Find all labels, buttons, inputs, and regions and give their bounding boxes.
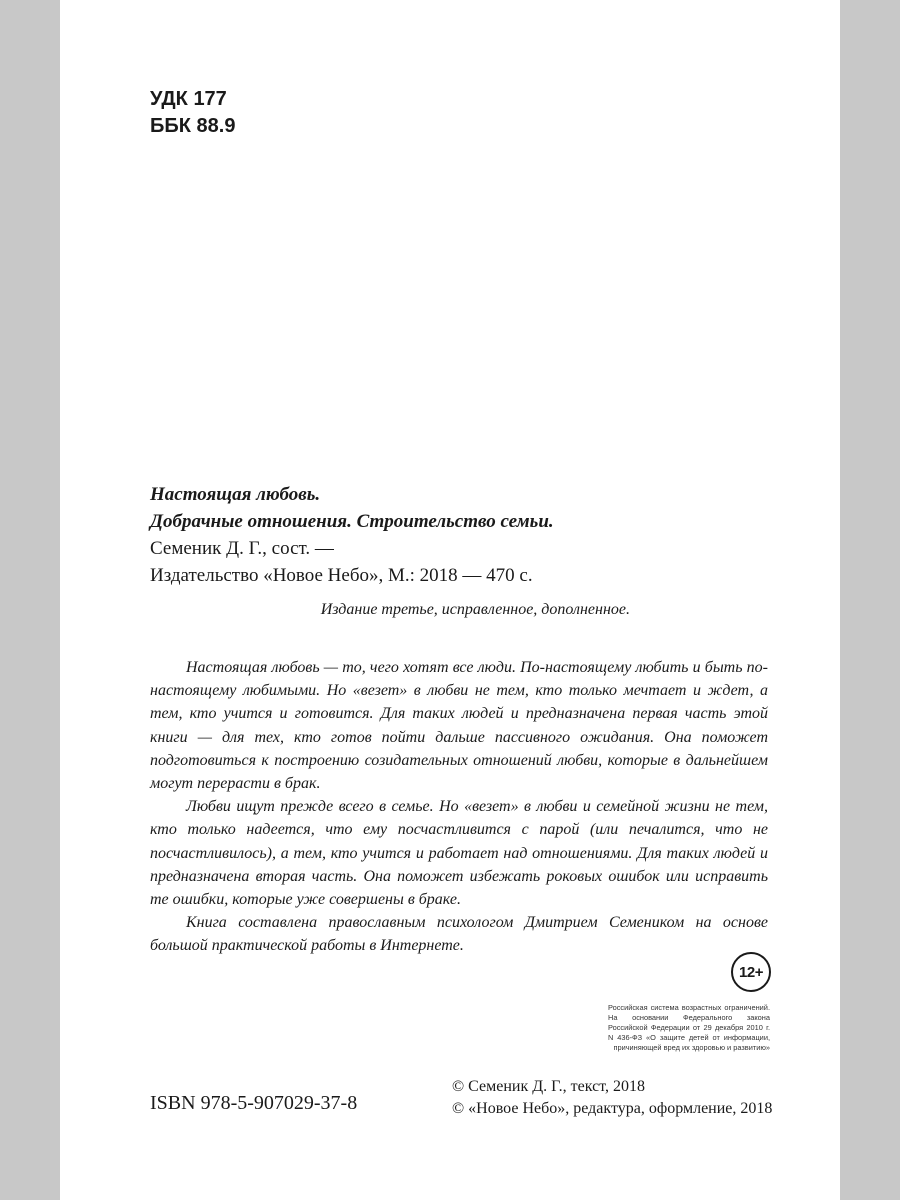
- age-rating-label: 12+: [739, 963, 763, 981]
- edition-note: Издание третье, исправленное, дополненное.: [320, 601, 630, 618]
- book-page: [60, 0, 840, 1200]
- annotation-paragraph: Книга составлена православным психологом Дмитрием Семеником на основе большой практической работы в Интернете.: [150, 914, 768, 955]
- bibliographic-record: [150, 481, 770, 589]
- book-title: Настоящая любовь.: [150, 484, 321, 505]
- book-subtitle: Добрачные отношения. Строительство семьи.: [150, 511, 554, 532]
- age-rating-badge-icon: [731, 952, 771, 992]
- copyright-block: [452, 1076, 772, 1120]
- annotation-paragraph: Любви ищут прежде всего в семье. Но «везет» в любви и семейной жизни не тем, кто только надеется, что ему посчастливится с парой (или печалится, что не посчастливилось), а тем, кто учится и работает над отношениями. Для таких людей и предназначена вторая часть. Она поможет избежать роковых ошибок или исправить те ошибки, которые уже совершены в браке.: [150, 798, 768, 909]
- book-publisher: Издательство «Новое Небо», М.: 2018 — 470 с.: [150, 565, 533, 586]
- bbk-code: ББК 88.9: [150, 115, 236, 137]
- age-rating-note: Российская система возрастных ограничений. На основании Федерального закона Российской Федерации от 29 декабря 2010 г. N 436-ФЗ «О защите детей от информации, причиняющей вред их здоровью и развитию»: [608, 1003, 770, 1052]
- copyright-text: © Семеник Д. Г., текст, 2018: [452, 1078, 645, 1095]
- isbn: ISBN 978-5-907029-37-8: [150, 1092, 358, 1114]
- classification-codes: [150, 86, 235, 140]
- copyright-design: © «Новое Небо», редактура, оформление, 2018: [452, 1100, 773, 1117]
- book-author: Семеник Д. Г., сост. —: [150, 538, 334, 559]
- annotation: [150, 656, 768, 958]
- udk-code: УДК 177: [150, 88, 227, 110]
- annotation-paragraph: Настоящая любовь — то, чего хотят все люди. По-настоящему любить и быть по-настоящему любимыми. Но «везет» в любви не тем, кто только мечтает и ждет, а тем, кто учится и готовится. Для таких людей и предназначена первая часть этой книги — для тех, кто готов пойти дальше пассивного ожидания. Она поможет подготовиться к построению созидательных отношений любви, которые в дальнейшем могут перерасти в брак.: [150, 659, 768, 793]
